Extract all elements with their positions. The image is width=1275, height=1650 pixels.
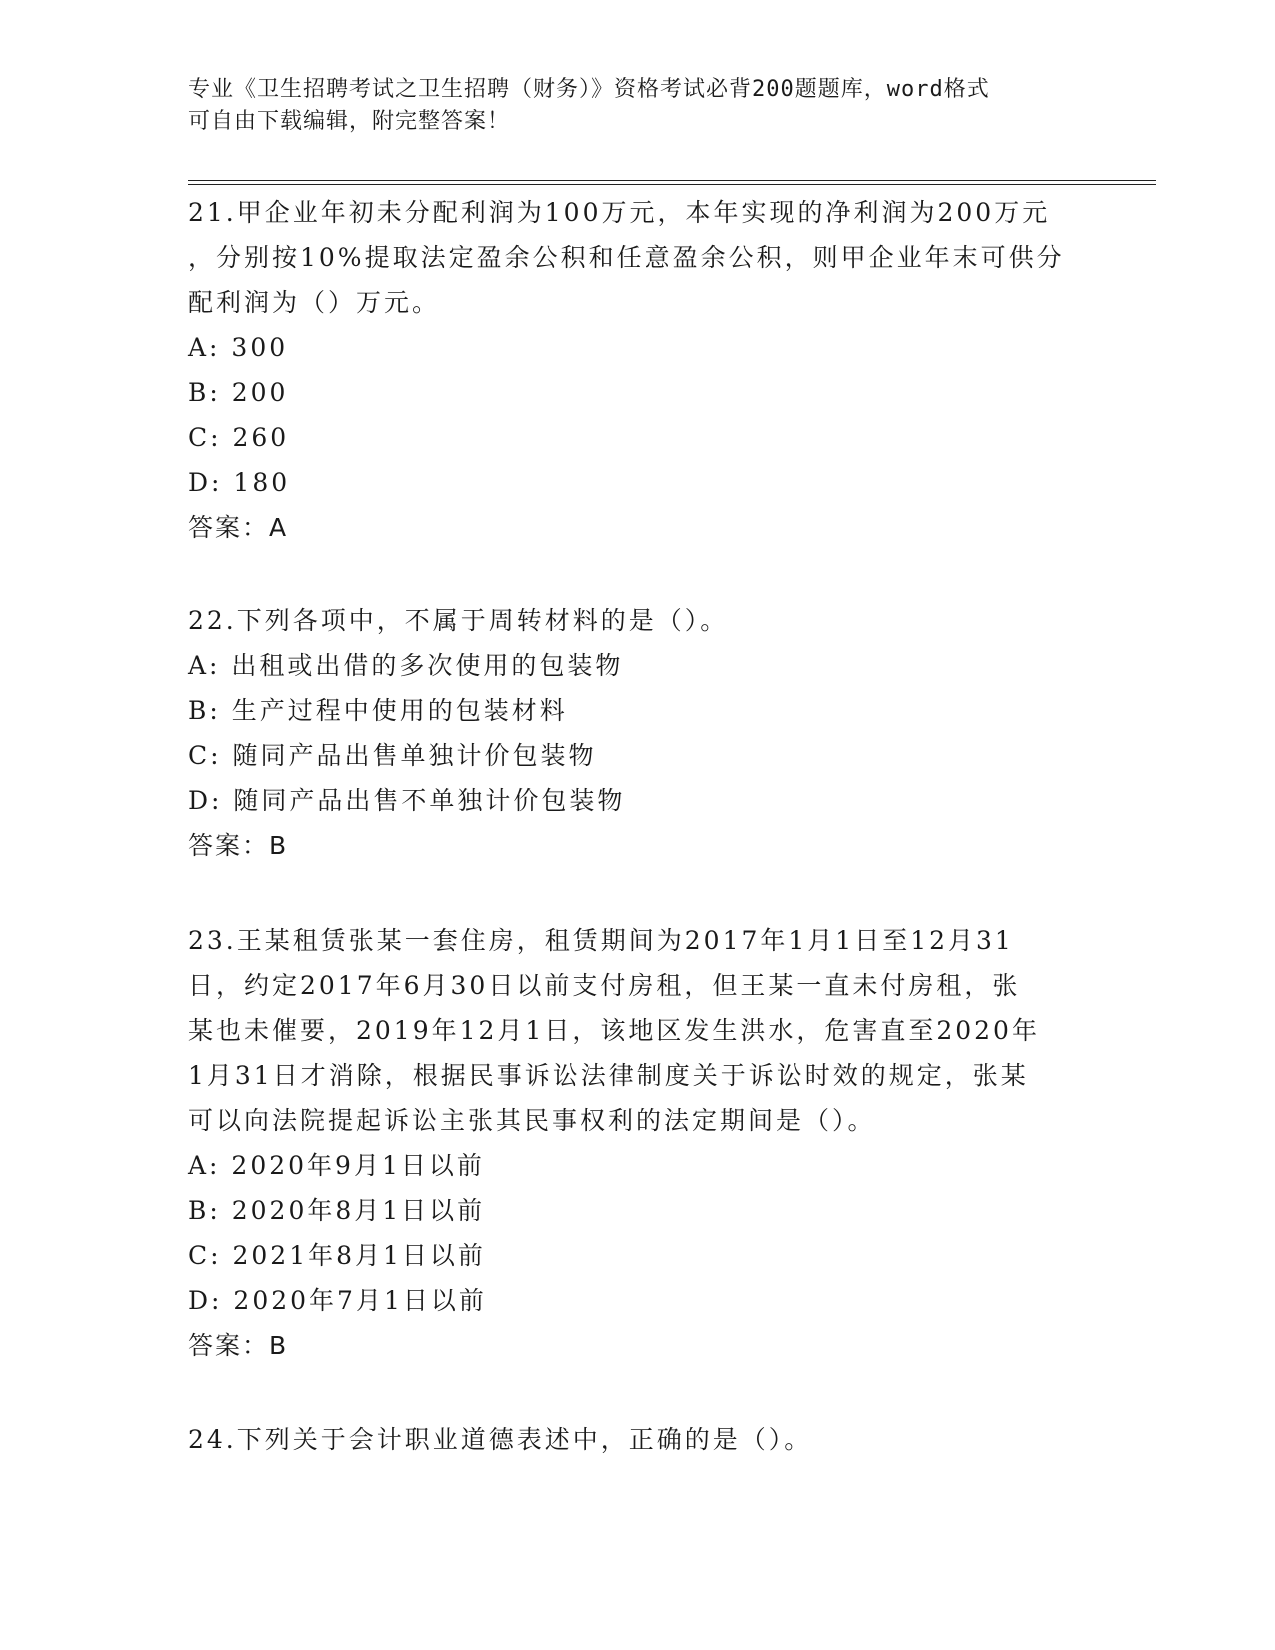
option-a: A: 出租或出借的多次使用的包装物 — [188, 651, 624, 680]
option-a: A: 2020年9月1日以前 — [188, 1151, 485, 1180]
header-divider-top — [188, 180, 1156, 181]
stem-line: 日，约定2017年6月30日以前支付房租，但王某一直未付房租，张 — [188, 971, 1021, 1000]
answer: 答案：A — [188, 513, 289, 542]
answer: 答案：B — [188, 1331, 289, 1360]
header-line-2: 可自由下载编辑，附完整答案！ — [188, 109, 511, 134]
question-23 — [188, 918, 1088, 1368]
option-d: D: 2020年7月1日以前 — [188, 1286, 487, 1315]
stem-line: ，分别按10%提取法定盈余公积和任意盈余公积，则甲企业年末可供分 — [188, 243, 1065, 272]
option-d: D: 180 — [188, 468, 291, 497]
question-stem — [188, 918, 1088, 1143]
question-24 — [188, 1417, 1088, 1462]
stem-line: 配利润为（）万元。 — [188, 288, 441, 317]
stem-line: 某也未催要，2019年12月1日，该地区发生洪水，危害直至2020年 — [188, 1016, 1040, 1045]
option-b: B: 200 — [188, 378, 289, 407]
option-c: C: 260 — [188, 423, 290, 452]
option-b: B: 2020年8月1日以前 — [188, 1196, 486, 1225]
stem-line: 23.王某租赁张某一套住房，租赁期间为2017年1月1日至12月31 — [188, 926, 1014, 955]
stem-line: 1月31日才消除，根据民事诉讼法律制度关于诉讼时效的规定，张某 — [188, 1061, 1029, 1090]
header-divider-bottom — [188, 184, 1156, 185]
stem-line: 可以向法院提起诉讼主张其民事权利的法定期间是（）。 — [188, 1106, 876, 1135]
question-stem — [188, 598, 1088, 643]
document-header — [188, 74, 1088, 138]
answer: 答案：B — [188, 831, 289, 860]
option-b: B: 生产过程中使用的包装材料 — [188, 696, 568, 725]
question-21 — [188, 190, 1088, 550]
option-a: A: 300 — [188, 333, 289, 362]
question-stem — [188, 190, 1088, 325]
question-22 — [188, 598, 1088, 868]
stem-line: 22.下列各项中，不属于周转材料的是（）。 — [188, 606, 729, 635]
stem-line: 24.下列关于会计职业道德表述中，正确的是（）。 — [188, 1425, 813, 1454]
option-d: D: 随同产品出售不单独计价包装物 — [188, 786, 626, 815]
header-line-1: 专业《卫生招聘考试之卫生招聘（财务）》资格考试必背200题题库，word格式 — [188, 77, 990, 102]
option-c: C: 随同产品出售单独计价包装物 — [188, 741, 597, 770]
question-stem — [188, 1417, 1088, 1462]
option-c: C: 2021年8月1日以前 — [188, 1241, 486, 1270]
stem-line: 21.甲企业年初未分配利润为100万元，本年实现的净利润为200万元 — [188, 198, 1051, 227]
